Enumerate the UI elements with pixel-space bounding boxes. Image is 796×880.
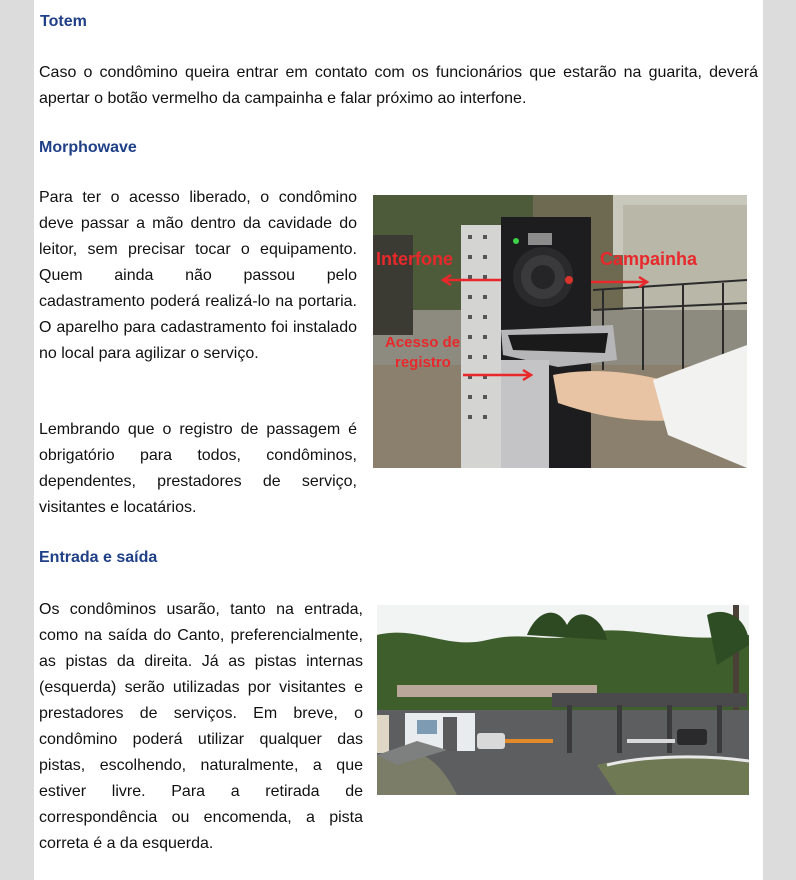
- morphowave-paragraph-2: Lembrando que o registro de passagem é obrigatório para todos, condôminos, dependentes, prestadores de serviço, visitantes e locatários.: [39, 421, 357, 516]
- section-title-entrada-saida: Entrada e saída: [39, 549, 158, 566]
- label-interfone: Interfone: [376, 249, 454, 269]
- gatehouse-photo: [377, 605, 749, 795]
- section-title-totem: Totem: [40, 13, 87, 30]
- morphowave-photo: [373, 195, 747, 468]
- label-acesso-line1: Acesso de: [385, 334, 461, 351]
- label-campainha: Campainha: [600, 249, 698, 269]
- section-title-morphowave: Morphowave: [39, 139, 137, 156]
- label-acesso-line2: registro: [395, 354, 451, 371]
- totem-paragraph: Caso o condômino queira entrar em contato com os funcionários que estarão na guarita, deverá apertar o botão vermelho da campainha e falar próximo ao interfone.: [39, 64, 758, 107]
- entrada-paragraph: Os condôminos usarão, tanto na entrada, como na saída do Canto, preferencialmente, as pistas da direita. Já as pistas internas (esquerda) serão utilizadas por visitantes e prestadores de serviços. Em breve, o condômino poderá utilizar qualquer das pistas, escolhendo, naturalmente, a que estiver livre. Para a retirada de correspondência ou encomenda, a pista correta é a da esquerda.: [39, 601, 363, 852]
- article-page: [34, 0, 763, 880]
- morphowave-paragraph-1: Para ter o acesso liberado, o condômino deve passar a mão dentro da cavidade do leitor, sem precisar tocar o equipamento. Quem ainda não passou pelo cadastramento poderá realizá-lo na portaria. O aparelho para cadastramento foi instalado no local para agilizar o serviço.: [39, 189, 357, 362]
